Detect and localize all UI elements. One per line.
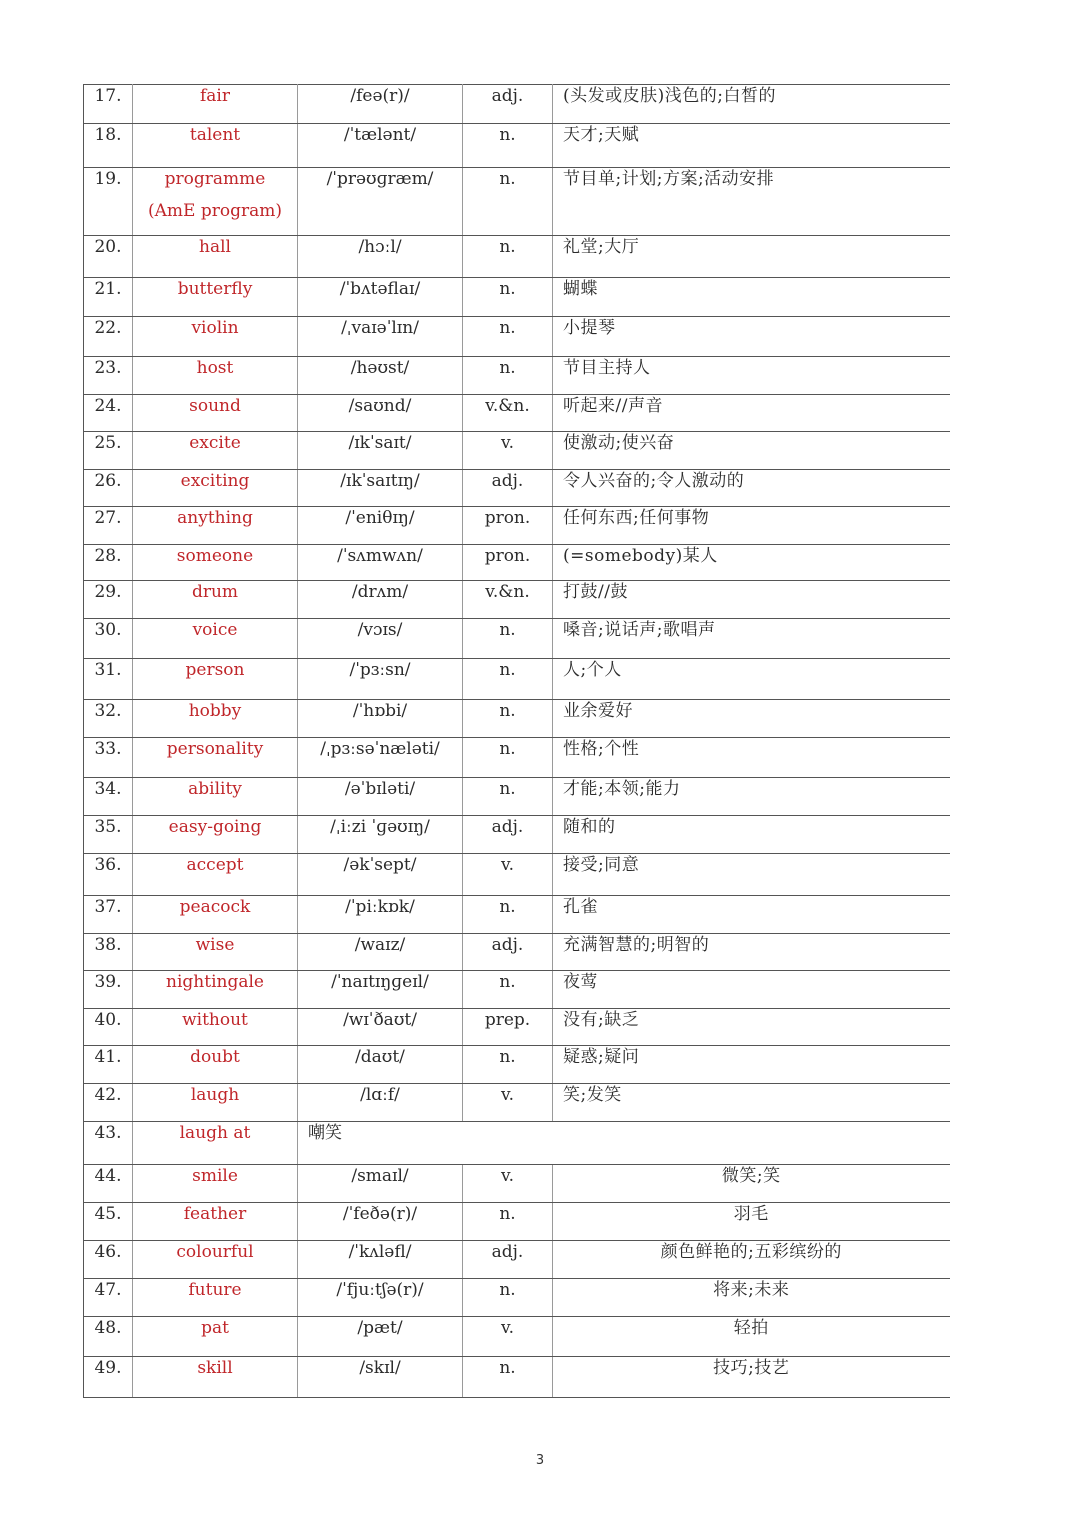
entry-part-of-speech: n.: [463, 700, 553, 738]
entry-number: 45.: [84, 1203, 133, 1241]
table-row: [84, 545, 950, 581]
entry-pronunciation: /ˈeniθɪŋ/: [298, 507, 463, 545]
entry-pronunciation: /ɪkˈsaɪtɪŋ/: [298, 470, 463, 507]
entry-meaning: 听起来//声音: [553, 395, 950, 432]
entry-number: 34.: [84, 778, 133, 816]
entry-number: 39.: [84, 971, 133, 1009]
entry-part-of-speech: adj.: [463, 816, 553, 854]
entry-word: smile: [133, 1165, 298, 1203]
entry-meaning: 轻拍: [553, 1317, 950, 1357]
entry-pronunciation: /lɑːf/: [298, 1084, 463, 1122]
entry-meaning: 人;个人: [553, 659, 950, 700]
entry-number: 23.: [84, 357, 133, 395]
entry-number: 26.: [84, 470, 133, 507]
entry-word-primary: programme: [164, 169, 266, 189]
entry-part-of-speech: v.: [463, 432, 553, 470]
entry-part-of-speech: v.: [463, 1084, 553, 1122]
entry-meaning: 孔雀: [553, 896, 950, 934]
entry-part-of-speech: n.: [463, 896, 553, 934]
entry-part-of-speech: n.: [463, 236, 553, 278]
entry-number: 27.: [84, 507, 133, 545]
entry-word: ability: [133, 778, 298, 816]
entry-meaning: 笑;发笑: [553, 1084, 950, 1122]
entry-meaning: 节目单;计划;方案;活动安排: [553, 168, 950, 236]
entry-part-of-speech: n.: [463, 317, 553, 357]
entry-pronunciation: /ˈfjuːtʃə(r)/: [298, 1279, 463, 1317]
entry-pronunciation: /vɔɪs/: [298, 619, 463, 659]
entry-word: colourful: [133, 1241, 298, 1279]
table-row: [84, 317, 950, 357]
entry-number: 30.: [84, 619, 133, 659]
entry-meaning: 节目主持人: [553, 357, 950, 395]
entry-word: talent: [133, 124, 298, 168]
entry-word: hall: [133, 236, 298, 278]
entry-meaning: 没有;缺乏: [553, 1009, 950, 1046]
table-row: [84, 357, 950, 395]
entry-word: exciting: [133, 470, 298, 507]
entry-pronunciation: /ˈpɜːsn/: [298, 659, 463, 700]
entry-number: 19.: [84, 168, 133, 236]
entry-part-of-speech: prep.: [463, 1009, 553, 1046]
table-row: [84, 470, 950, 507]
entry-pronunciation: /ˈhɒbi/: [298, 700, 463, 738]
entry-meaning: 任何东西;任何事物: [553, 507, 950, 545]
entry-part-of-speech: n.: [463, 778, 553, 816]
entry-part-of-speech: v.: [463, 854, 553, 896]
entry-meaning: 业余爱好: [553, 700, 950, 738]
entry-part-of-speech: n.: [463, 278, 553, 317]
entry-word: easy-going: [133, 816, 298, 854]
entry-word: voice: [133, 619, 298, 659]
table-row: [84, 1279, 950, 1317]
entry-pronunciation: /ˈbʌtəflaɪ/: [298, 278, 463, 317]
entry-word: skill: [133, 1357, 298, 1398]
table-row: [84, 1203, 950, 1241]
entry-meaning: 天才;天赋: [553, 124, 950, 168]
entry-meaning: 小提琴: [553, 317, 950, 357]
table-row: [84, 1357, 950, 1398]
table-row: [84, 236, 950, 278]
entry-number: 38.: [84, 934, 133, 971]
table-row: [84, 1046, 950, 1084]
entry-part-of-speech: adj.: [463, 1241, 553, 1279]
entry-word: anything: [133, 507, 298, 545]
entry-meaning: 才能;本领;能力: [553, 778, 950, 816]
table-row: [84, 581, 950, 619]
entry-number: 21.: [84, 278, 133, 317]
entry-number: 48.: [84, 1317, 133, 1357]
entry-number: 31.: [84, 659, 133, 700]
entry-number: 32.: [84, 700, 133, 738]
entry-meaning: 接受;同意: [553, 854, 950, 896]
entry-part-of-speech: n.: [463, 1279, 553, 1317]
entry-number: 35.: [84, 816, 133, 854]
entry-part-of-speech: adj.: [463, 934, 553, 971]
entry-word: doubt: [133, 1046, 298, 1084]
entry-meaning: 嗓音;说话声;歌唱声: [553, 619, 950, 659]
entry-part-of-speech: v.&n.: [463, 395, 553, 432]
entry-pronunciation: /ˌiːzi ˈɡəʊɪŋ/: [298, 816, 463, 854]
table-row: [84, 1317, 950, 1357]
entry-pronunciation: /ˌvaɪəˈlɪn/: [298, 317, 463, 357]
entry-number: 46.: [84, 1241, 133, 1279]
entry-meaning: 技巧;技艺: [553, 1357, 950, 1398]
entry-meaning: 打鼓//鼓: [553, 581, 950, 619]
entry-number: 24.: [84, 395, 133, 432]
entry-word: someone: [133, 545, 298, 581]
entry-pronunciation: /ˈprəʊɡræm/: [298, 168, 463, 236]
entry-meaning: 羽毛: [553, 1203, 950, 1241]
entry-word: host: [133, 357, 298, 395]
entry-pronunciation: /həʊst/: [298, 357, 463, 395]
entry-meaning: 微笑;笑: [553, 1165, 950, 1203]
entry-pronunciation: /saʊnd/: [298, 395, 463, 432]
entry-meaning: 令人兴奋的;令人激动的: [553, 470, 950, 507]
table-row: [84, 168, 950, 236]
entry-pronunciation: /daʊt/: [298, 1046, 463, 1084]
entry-part-of-speech: adj.: [463, 470, 553, 507]
entry-pronunciation: /feə(r)/: [298, 85, 463, 124]
entry-part-of-speech: pron.: [463, 507, 553, 545]
table-row: [84, 1241, 950, 1279]
entry-part-of-speech: v.: [463, 1165, 553, 1203]
entry-word: without: [133, 1009, 298, 1046]
entry-meaning: 性格;个性: [553, 738, 950, 778]
table-row: [84, 432, 950, 470]
entry-number: 36.: [84, 854, 133, 896]
entry-meaning: 将来;未来: [553, 1279, 950, 1317]
table-row: [84, 700, 950, 738]
entry-part-of-speech: n.: [463, 124, 553, 168]
entry-meaning: (=somebody)某人: [553, 545, 950, 581]
entry-pronunciation: /əˈbɪləti/: [298, 778, 463, 816]
entry-pronunciation: /wɪˈðaʊt/: [298, 1009, 463, 1046]
entry-pronunciation: /skɪl/: [298, 1357, 463, 1398]
entry-word: butterfly: [133, 278, 298, 317]
entry-part-of-speech: n.: [463, 659, 553, 700]
table-row: [84, 85, 950, 124]
entry-part-of-speech: n.: [463, 357, 553, 395]
entry-meaning: 嘲笑: [298, 1122, 950, 1165]
entry-word: fair: [133, 85, 298, 124]
entry-meaning: 颜色鲜艳的;五彩缤纷的: [553, 1241, 950, 1279]
entry-part-of-speech: pron.: [463, 545, 553, 581]
table-row: [84, 971, 950, 1009]
entry-word: laugh: [133, 1084, 298, 1122]
entry-number: 20.: [84, 236, 133, 278]
entry-meaning: 使激动;使兴奋: [553, 432, 950, 470]
table-row: [84, 854, 950, 896]
entry-word: wise: [133, 934, 298, 971]
entry-pronunciation: /əkˈsept/: [298, 854, 463, 896]
entry-word: sound: [133, 395, 298, 432]
table-row: [84, 124, 950, 168]
entry-number: 22.: [84, 317, 133, 357]
page-number: 3: [535, 1453, 545, 1468]
entry-number: 49.: [84, 1357, 133, 1398]
entry-pronunciation: /ˈnaɪtɪŋɡeɪl/: [298, 971, 463, 1009]
entry-word: person: [133, 659, 298, 700]
entry-number: 28.: [84, 545, 133, 581]
entry-word: hobby: [133, 700, 298, 738]
entry-part-of-speech: n.: [463, 971, 553, 1009]
entry-word: accept: [133, 854, 298, 896]
table-row: [84, 278, 950, 317]
table-row: [84, 934, 950, 971]
entry-word: drum: [133, 581, 298, 619]
entry-pronunciation: /ˈpiːkɒk/: [298, 896, 463, 934]
table-row: [84, 896, 950, 934]
entry-word: pat: [133, 1317, 298, 1357]
entry-pronunciation: /ˌpɜːsəˈnæləti/: [298, 738, 463, 778]
entry-meaning: 疑惑;疑问: [553, 1046, 950, 1084]
table-row: [84, 395, 950, 432]
entry-word: peacock: [133, 896, 298, 934]
table-row: [84, 619, 950, 659]
entry-pronunciation: /ˈkʌləfl/: [298, 1241, 463, 1279]
entry-pronunciation: /ˈsʌmwʌn/: [298, 545, 463, 581]
table-row: [84, 659, 950, 700]
table-row: [84, 1165, 950, 1203]
entry-pronunciation: /ɪkˈsaɪt/: [298, 432, 463, 470]
entry-pronunciation: /pæt/: [298, 1317, 463, 1357]
entry-word: nightingale: [133, 971, 298, 1009]
entry-pronunciation: /smaɪl/: [298, 1165, 463, 1203]
entry-part-of-speech: n.: [463, 168, 553, 236]
entry-meaning: 礼堂;大厅: [553, 236, 950, 278]
entry-number: 29.: [84, 581, 133, 619]
entry-meaning: 夜莺: [553, 971, 950, 1009]
entry-number: 37.: [84, 896, 133, 934]
entry-number: 40.: [84, 1009, 133, 1046]
entry-part-of-speech: v.&n.: [463, 581, 553, 619]
entry-part-of-speech: adj.: [463, 85, 553, 124]
table-row: [84, 1009, 950, 1046]
entry-word: personality: [133, 738, 298, 778]
entry-number: 47.: [84, 1279, 133, 1317]
entry-part-of-speech: n.: [463, 619, 553, 659]
entry-pronunciation: /hɔːl/: [298, 236, 463, 278]
table-row: [84, 816, 950, 854]
entry-pronunciation: /ˈtælənt/: [298, 124, 463, 168]
entry-number: 33.: [84, 738, 133, 778]
entry-word: excite: [133, 432, 298, 470]
entry-number: 41.: [84, 1046, 133, 1084]
entry-number: 17.: [84, 85, 133, 124]
entry-meaning: 随和的: [553, 816, 950, 854]
entry-part-of-speech: v.: [463, 1317, 553, 1357]
entry-meaning: 蝴蝶: [553, 278, 950, 317]
entry-number: 44.: [84, 1165, 133, 1203]
vocabulary-table-body: [84, 85, 950, 1398]
table-row: [84, 778, 950, 816]
entry-word: laugh at: [133, 1122, 298, 1165]
entry-pronunciation: /waɪz/: [298, 934, 463, 971]
entry-meaning: 充满智慧的;明智的: [553, 934, 950, 971]
table-row: [84, 1084, 950, 1122]
entry-number: 42.: [84, 1084, 133, 1122]
entry-part-of-speech: n.: [463, 1046, 553, 1084]
entry-pronunciation: /drʌm/: [298, 581, 463, 619]
entry-number: 43.: [84, 1122, 133, 1165]
entry-word-variant: (AmE program): [148, 201, 282, 221]
table-row: [84, 507, 950, 545]
entry-number: 18.: [84, 124, 133, 168]
entry-part-of-speech: n.: [463, 738, 553, 778]
entry-word: [133, 168, 298, 236]
table-row: [84, 1122, 950, 1165]
entry-part-of-speech: n.: [463, 1203, 553, 1241]
vocabulary-table: [83, 84, 950, 1398]
entry-number: 25.: [84, 432, 133, 470]
entry-word: feather: [133, 1203, 298, 1241]
entry-word: violin: [133, 317, 298, 357]
table-row: [84, 738, 950, 778]
entry-part-of-speech: n.: [463, 1357, 553, 1398]
entry-meaning: (头发或皮肤)浅色的;白皙的: [553, 85, 950, 124]
entry-pronunciation: /ˈfeðə(r)/: [298, 1203, 463, 1241]
entry-word: future: [133, 1279, 298, 1317]
